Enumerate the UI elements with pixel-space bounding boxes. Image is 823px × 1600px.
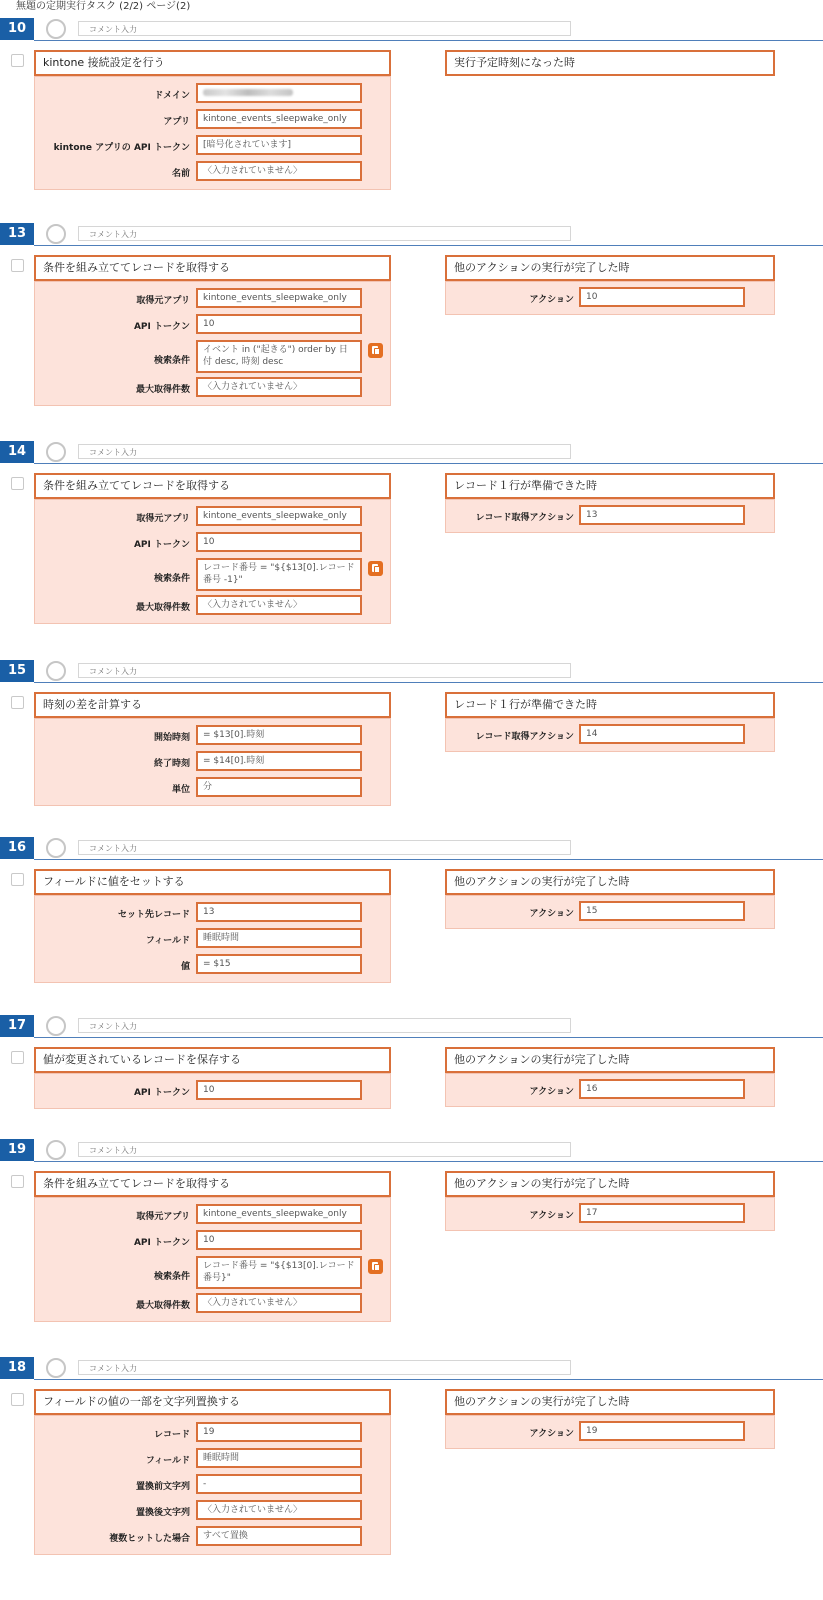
trigger-label: レコード取得アクション [475, 732, 574, 742]
param-label: レコード [153, 1430, 190, 1440]
param-row [35, 1448, 390, 1474]
loading-spinner-icon [46, 1358, 66, 1378]
comment-input[interactable]: コメント入力 [78, 226, 571, 241]
param-label: 取得元アプリ [136, 514, 190, 524]
trigger-label: アクション [529, 1087, 574, 1097]
trigger-label: アクション [529, 1211, 574, 1221]
param-label: 最大取得件数 [135, 385, 190, 395]
param-value-field[interactable]: 13 [196, 902, 362, 922]
param-value-field[interactable]: [暗号化されています] [196, 135, 362, 155]
action-params-panel [34, 1197, 391, 1322]
task-checkbox[interactable] [11, 54, 24, 67]
action-title[interactable]: 値が変更されているレコードを保存する [34, 1047, 391, 1073]
task-number: 17 [0, 1015, 34, 1037]
task-header [0, 1357, 823, 1381]
trigger-params-panel [445, 281, 775, 315]
action-title[interactable]: フィールドの値の一部を文字列置換する [34, 1389, 391, 1415]
trigger-label: レコード取得アクション [475, 513, 574, 523]
param-value-field[interactable]: 10 [196, 314, 362, 334]
trigger-value-field[interactable]: 17 [579, 1203, 745, 1223]
param-row [35, 340, 390, 377]
param-value-field[interactable]: = $15 [196, 954, 362, 974]
task-block [0, 1357, 823, 1557]
param-row [35, 109, 390, 135]
trigger-params-panel [445, 718, 775, 752]
param-row [35, 902, 390, 928]
param-row [35, 161, 390, 187]
action-title[interactable]: 条件を組み立ててレコードを取得する [34, 255, 391, 281]
task-number: 14 [0, 441, 34, 463]
loading-spinner-icon [46, 1140, 66, 1160]
comment-input[interactable]: コメント入力 [78, 444, 571, 459]
param-row [35, 1293, 390, 1319]
trigger-row [446, 901, 774, 927]
trigger-title[interactable]: 他のアクションの実行が完了した時 [445, 1389, 775, 1415]
param-row [35, 954, 390, 980]
param-value-field[interactable]: 分 [196, 777, 362, 797]
param-label: 終了時刻 [153, 759, 190, 769]
loading-spinner-icon [46, 661, 66, 681]
param-label: 値 [180, 962, 190, 972]
task-checkbox[interactable] [11, 477, 24, 490]
trigger-label: アクション [529, 1429, 574, 1439]
task-header [0, 660, 823, 684]
task-header [0, 18, 823, 42]
param-row [35, 1500, 390, 1526]
task-block [0, 1139, 823, 1339]
param-value-field[interactable]: kintone_events_sleepwake_only [196, 288, 362, 308]
header-divider [34, 1161, 823, 1162]
param-value-field[interactable]: 〈入力されていません〉 [196, 1500, 362, 1520]
loading-spinner-icon [46, 1016, 66, 1036]
param-value-field[interactable] [196, 83, 362, 103]
loading-spinner-icon [46, 442, 66, 462]
param-row [35, 135, 390, 161]
task-header [0, 1139, 823, 1163]
param-value-field[interactable]: 睡眠時間 [196, 928, 362, 948]
action-params-panel [34, 1415, 391, 1555]
trigger-row [446, 1421, 774, 1447]
param-label: アプリ [163, 117, 190, 127]
param-label: 取得元アプリ [136, 296, 190, 306]
param-value-field[interactable]: 19 [196, 1422, 362, 1442]
trigger-title[interactable]: 他のアクションの実行が完了した時 [445, 1171, 775, 1197]
param-value-field[interactable]: 〈入力されていません〉 [196, 161, 362, 181]
copy-icon[interactable] [368, 343, 383, 358]
param-row [35, 506, 390, 532]
trigger-label: アクション [529, 295, 574, 305]
param-row [35, 777, 390, 803]
action-params-panel [34, 281, 391, 406]
task-header [0, 1015, 823, 1039]
param-label: API トークン [133, 1088, 190, 1098]
task-checkbox[interactable] [11, 1051, 24, 1064]
header-divider [34, 1379, 823, 1380]
task-checkbox[interactable] [11, 873, 24, 886]
comment-input[interactable]: コメント入力 [78, 663, 571, 678]
task-number: 10 [0, 18, 34, 40]
action-title[interactable]: kintone 接続設定を行う [34, 50, 391, 76]
param-value-field[interactable]: レコード番号 = "${$13[0].レコード番号}" [196, 1256, 362, 1289]
param-value-field[interactable]: イベント in ("起きる") order by 日付 desc, 時刻 desc [196, 340, 362, 373]
trigger-row [446, 1203, 774, 1229]
param-label: フィールド [145, 936, 190, 946]
param-row [35, 725, 390, 751]
action-params-panel [34, 499, 391, 624]
trigger-value-field[interactable]: 16 [579, 1079, 745, 1099]
param-row [35, 558, 390, 595]
header-divider [34, 463, 823, 464]
param-label: 取得元アプリ [136, 1212, 190, 1222]
param-label: API トークン [133, 540, 190, 550]
comment-input[interactable]: コメント入力 [78, 1018, 571, 1033]
action-params-panel [34, 895, 391, 983]
header-divider [34, 40, 823, 41]
task-block [0, 18, 823, 218]
param-value-field[interactable]: 睡眠時間 [196, 1448, 362, 1468]
param-label: 複数ヒットした場合 [109, 1534, 190, 1544]
param-row [35, 1230, 390, 1256]
copy-icon[interactable] [368, 1259, 383, 1274]
task-number: 16 [0, 837, 34, 859]
header-divider [34, 245, 823, 246]
comment-input[interactable]: コメント入力 [78, 1142, 571, 1157]
param-value-field[interactable]: = $13[0].時刻 [196, 725, 362, 745]
param-row [35, 1422, 390, 1448]
param-value-field[interactable]: 10 [196, 532, 362, 552]
loading-spinner-icon [46, 224, 66, 244]
param-row [35, 83, 390, 109]
trigger-title[interactable]: レコード１行が準備できた時 [445, 473, 775, 499]
param-label: 検索条件 [153, 1272, 190, 1282]
param-value-field[interactable]: 10 [196, 1080, 362, 1100]
param-row [35, 1204, 390, 1230]
task-header [0, 441, 823, 465]
task-number: 19 [0, 1139, 34, 1161]
param-value-field[interactable]: 〈入力されていません〉 [196, 377, 362, 397]
action-params-panel [34, 1073, 391, 1109]
trigger-params-panel [445, 499, 775, 533]
trigger-title[interactable]: 実行予定時刻になった時 [445, 50, 775, 76]
trigger-value-field[interactable]: 19 [579, 1421, 745, 1441]
task-checkbox[interactable] [11, 259, 24, 272]
trigger-value-field[interactable]: 13 [579, 505, 745, 525]
param-value-field[interactable]: 〈入力されていません〉 [196, 595, 362, 615]
task-block [0, 837, 823, 1037]
action-title[interactable]: フィールドに値をセットする [34, 869, 391, 895]
param-label: 置換前文字列 [135, 1482, 190, 1492]
param-row [35, 928, 390, 954]
param-row [35, 532, 390, 558]
loading-spinner-icon [46, 19, 66, 39]
task-checkbox[interactable] [11, 1393, 24, 1406]
loading-spinner-icon [46, 838, 66, 858]
param-label: ドメイン [154, 91, 190, 101]
header-divider [34, 859, 823, 860]
task-number: 18 [0, 1357, 34, 1379]
task-number: 13 [0, 223, 34, 245]
task-block [0, 660, 823, 860]
task-number: 15 [0, 660, 34, 682]
param-label: 置換後文字列 [135, 1508, 190, 1518]
param-value-field[interactable]: 10 [196, 1230, 362, 1250]
trigger-params-panel [445, 1197, 775, 1231]
param-label: 開始時刻 [153, 733, 190, 743]
param-row [35, 288, 390, 314]
header-divider [34, 1037, 823, 1038]
task-header [0, 223, 823, 247]
action-title[interactable]: 条件を組み立ててレコードを取得する [34, 1171, 391, 1197]
param-label: 最大取得件数 [135, 1301, 190, 1311]
task-block [0, 223, 823, 423]
trigger-label: アクション [529, 909, 574, 919]
param-value-field[interactable]: kintone_events_sleepwake_only [196, 1204, 362, 1224]
param-label: セット先レコード [117, 910, 190, 920]
param-label: 単位 [171, 785, 190, 795]
action-title[interactable]: 条件を組み立ててレコードを取得する [34, 473, 391, 499]
param-label: 最大取得件数 [135, 603, 190, 613]
trigger-row [446, 724, 774, 750]
param-label: フィールド [145, 1456, 190, 1466]
comment-input[interactable]: コメント入力 [78, 1360, 571, 1375]
trigger-value-field[interactable]: 14 [579, 724, 745, 744]
trigger-row [446, 505, 774, 531]
trigger-row [446, 287, 774, 313]
param-value-field[interactable]: - [196, 1474, 362, 1494]
param-row [35, 595, 390, 621]
action-params-panel [34, 718, 391, 806]
trigger-title[interactable]: 他のアクションの実行が完了した時 [445, 869, 775, 895]
trigger-params-panel [445, 1073, 775, 1107]
trigger-value-field[interactable]: 15 [579, 901, 745, 921]
param-value-field[interactable]: kintone_events_sleepwake_only [196, 506, 362, 526]
param-value-field[interactable]: 〈入力されていません〉 [196, 1293, 362, 1313]
page-title: 無題の定期実行タスク (2/2) ページ(2) [16, 1, 191, 12]
trigger-title[interactable]: 他のアクションの実行が完了した時 [445, 255, 775, 281]
task-checkbox[interactable] [11, 1175, 24, 1188]
param-value-field[interactable]: = $14[0].時刻 [196, 751, 362, 771]
param-label: 名前 [171, 169, 190, 179]
trigger-title[interactable]: 他のアクションの実行が完了した時 [445, 1047, 775, 1073]
param-value-field[interactable]: すべて置換 [196, 1526, 362, 1546]
trigger-value-field[interactable]: 10 [579, 287, 745, 307]
param-label: kintone アプリの API トークン [53, 143, 190, 153]
redacted-domain [203, 89, 293, 96]
action-params-panel [34, 76, 391, 190]
param-value-field[interactable]: kintone_events_sleepwake_only [196, 109, 362, 129]
comment-input[interactable]: コメント入力 [78, 840, 571, 855]
param-row [35, 751, 390, 777]
param-label: 検索条件 [153, 356, 190, 366]
task-header [0, 837, 823, 861]
param-row [35, 377, 390, 403]
param-row [35, 1256, 390, 1293]
header-divider [34, 682, 823, 683]
param-row [35, 1526, 390, 1552]
param-label: API トークン [133, 322, 190, 332]
comment-input[interactable]: コメント入力 [78, 21, 571, 36]
trigger-title[interactable]: レコード１行が準備できた時 [445, 692, 775, 718]
trigger-params-panel [445, 895, 775, 929]
action-title[interactable]: 時刻の差を計算する [34, 692, 391, 718]
param-label: 検索条件 [153, 574, 190, 584]
copy-icon[interactable] [368, 561, 383, 576]
trigger-row [446, 1079, 774, 1105]
param-label: API トークン [133, 1238, 190, 1248]
param-row [35, 1080, 390, 1106]
trigger-params-panel [445, 1415, 775, 1449]
param-row [35, 314, 390, 340]
task-checkbox[interactable] [11, 696, 24, 709]
param-value-field[interactable]: レコード番号 = "${$13[0].レコード番号 -1}" [196, 558, 362, 591]
task-block [0, 441, 823, 641]
param-row [35, 1474, 390, 1500]
